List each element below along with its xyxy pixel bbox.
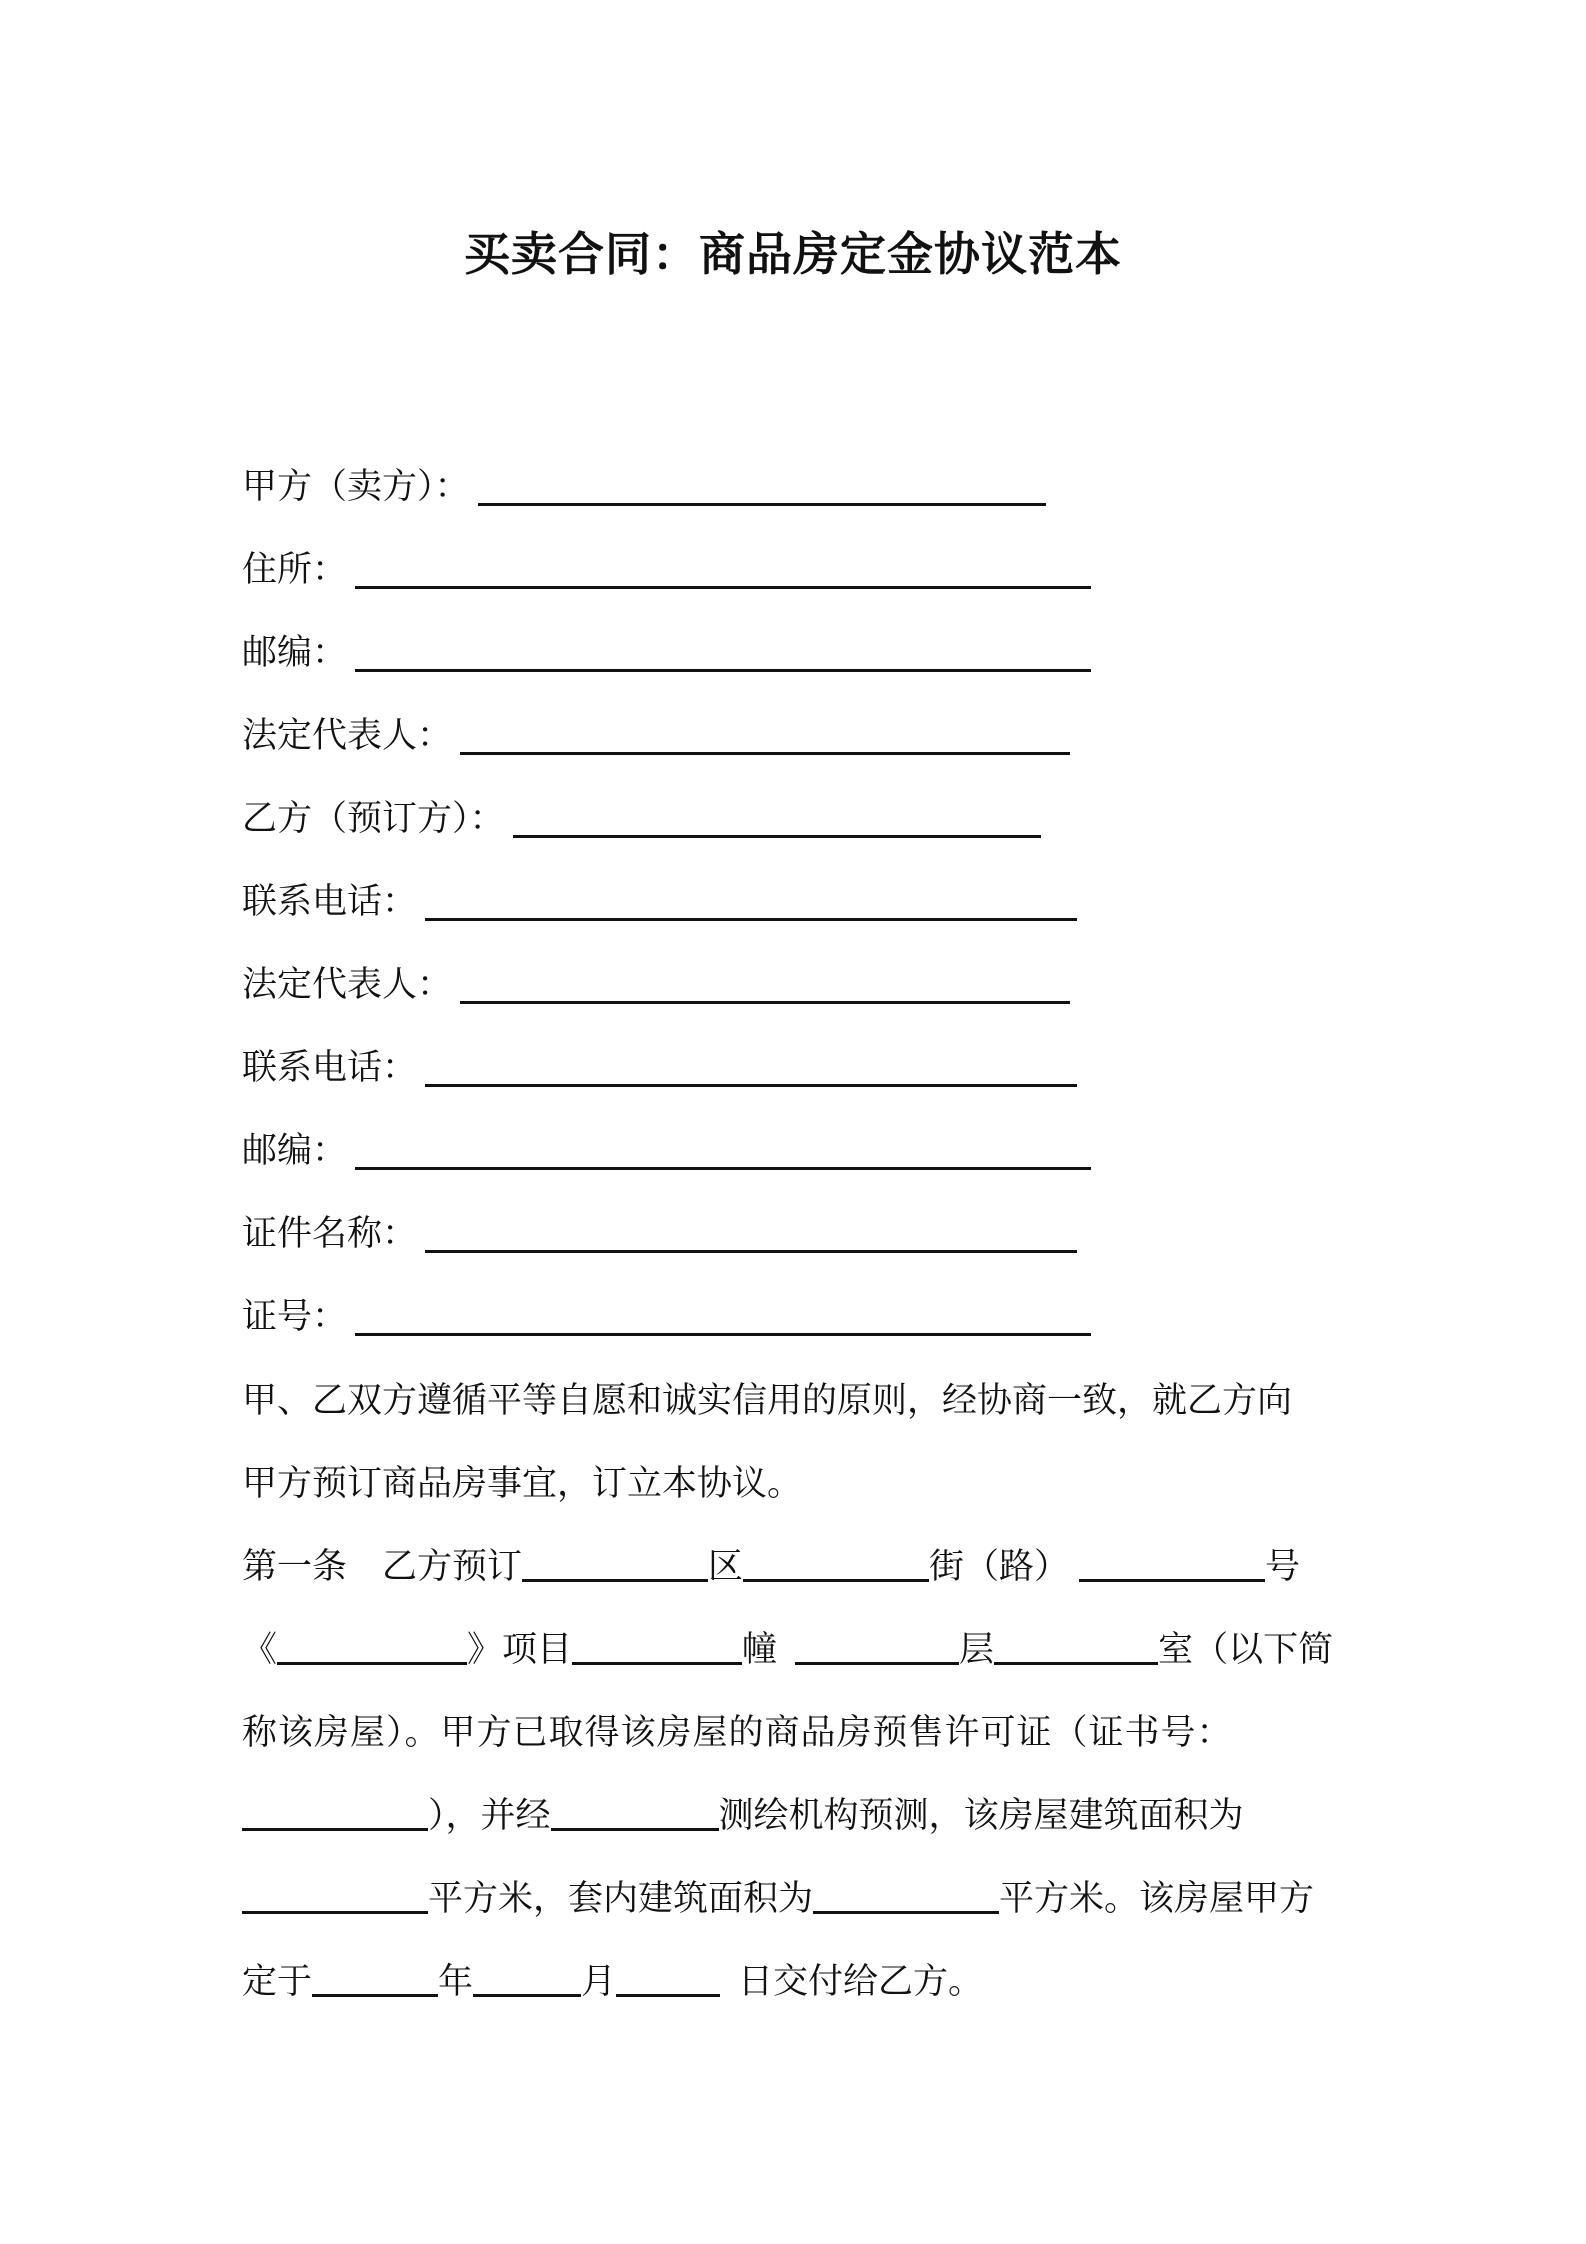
blank-line	[994, 1662, 1158, 1665]
blank-line	[312, 1994, 438, 1997]
article1-line-2	[242, 1625, 1333, 1675]
intro-line-1: 甲、乙双方遵循平等自愿和诚实信用的原则，经协商一致，就乙方向	[242, 1381, 1293, 1421]
field-label: 乙方（预订方）：	[242, 799, 505, 839]
article1-text: 测绘机构预测，该房屋建筑面积为	[718, 1796, 1244, 1836]
blank-line	[355, 669, 1091, 672]
buyer-id-number-field	[242, 1292, 1091, 1342]
blank-line	[743, 1579, 929, 1582]
intro-line-2: 甲方预订商品房事宜，订立本协议。	[242, 1464, 803, 1504]
blank-line	[551, 1828, 719, 1831]
blank-line	[460, 752, 1070, 755]
buyer-name-field	[242, 794, 1041, 844]
buyer-postcode-field	[242, 1126, 1091, 1176]
article1-text: 号	[1265, 1547, 1301, 1587]
field-label: 住所：	[242, 550, 348, 590]
field-label: 法定代表人：	[242, 716, 453, 756]
field-label: 证件名称：	[242, 1214, 418, 1254]
seller-postcode-field	[242, 628, 1091, 678]
article1-line-4	[242, 1791, 1244, 1841]
blank-line	[242, 1828, 428, 1831]
field-label: 邮编：	[242, 633, 348, 673]
blank-line	[1079, 1579, 1265, 1582]
article1-text: 定于	[242, 1962, 313, 2002]
article1-text: 日交付给乙方。	[738, 1962, 984, 2002]
field-label: 邮编：	[242, 1131, 348, 1171]
article1-text: 月	[581, 1962, 617, 2002]
seller-address-field	[242, 545, 1091, 595]
article1-text: 室（以下简	[1158, 1630, 1334, 1670]
blank-line	[795, 1662, 959, 1665]
blank-line	[355, 1167, 1091, 1170]
blank-line	[813, 1911, 999, 1914]
article1-text: 层	[959, 1630, 995, 1670]
blank-line	[355, 586, 1091, 589]
seller-name-field	[242, 462, 1046, 512]
article1-text: 平方米，套内建筑面积为	[428, 1879, 814, 1919]
article1-text: 《	[242, 1630, 278, 1670]
blank-line	[522, 1579, 708, 1582]
field-label: 联系电话：	[242, 882, 418, 922]
blank-line	[355, 1333, 1091, 1336]
article1-line-1	[242, 1542, 1300, 1592]
article1-text: 幢	[742, 1630, 778, 1670]
seller-legal-rep-field	[242, 711, 1070, 761]
blank-line	[478, 503, 1046, 506]
blank-line	[572, 1662, 742, 1665]
blank-line	[616, 1994, 720, 1997]
article1-text: 街（路）	[929, 1547, 1070, 1587]
blank-line	[425, 1084, 1077, 1087]
field-label: 法定代表人：	[242, 965, 453, 1005]
article1-line-3: 称该房屋）。甲方已取得该房屋的商品房预售许可证（证书号：	[242, 1713, 1233, 1753]
field-label: 甲方（卖方）：	[242, 467, 470, 507]
article1-text: 平方米。该房屋甲方	[999, 1879, 1315, 1919]
blank-line	[473, 1994, 581, 1997]
article1-text: ），并经	[428, 1796, 551, 1836]
field-label: 联系电话：	[242, 1048, 418, 1088]
blank-line	[513, 835, 1041, 838]
field-label: 证号：	[242, 1297, 348, 1337]
article1-line-5	[242, 1874, 1314, 1924]
article1-text: 》项目	[467, 1630, 573, 1670]
blank-line	[425, 918, 1077, 921]
blank-line	[425, 1250, 1077, 1253]
document-title: 买卖合同：商品房定金协议范本	[464, 227, 1122, 281]
buyer-id-type-field	[242, 1209, 1077, 1259]
blank-line	[277, 1662, 467, 1665]
buyer-phone-field-2	[242, 1043, 1077, 1093]
article1-text: 第一条 乙方预订	[242, 1547, 523, 1587]
article1-line-6	[242, 1957, 983, 2007]
article1-text: 年	[438, 1962, 474, 2002]
blank-line	[460, 1001, 1070, 1004]
buyer-legal-rep-field	[242, 960, 1070, 1010]
buyer-phone-field	[242, 877, 1077, 927]
article1-text: 区	[708, 1547, 744, 1587]
blank-line	[242, 1911, 428, 1914]
